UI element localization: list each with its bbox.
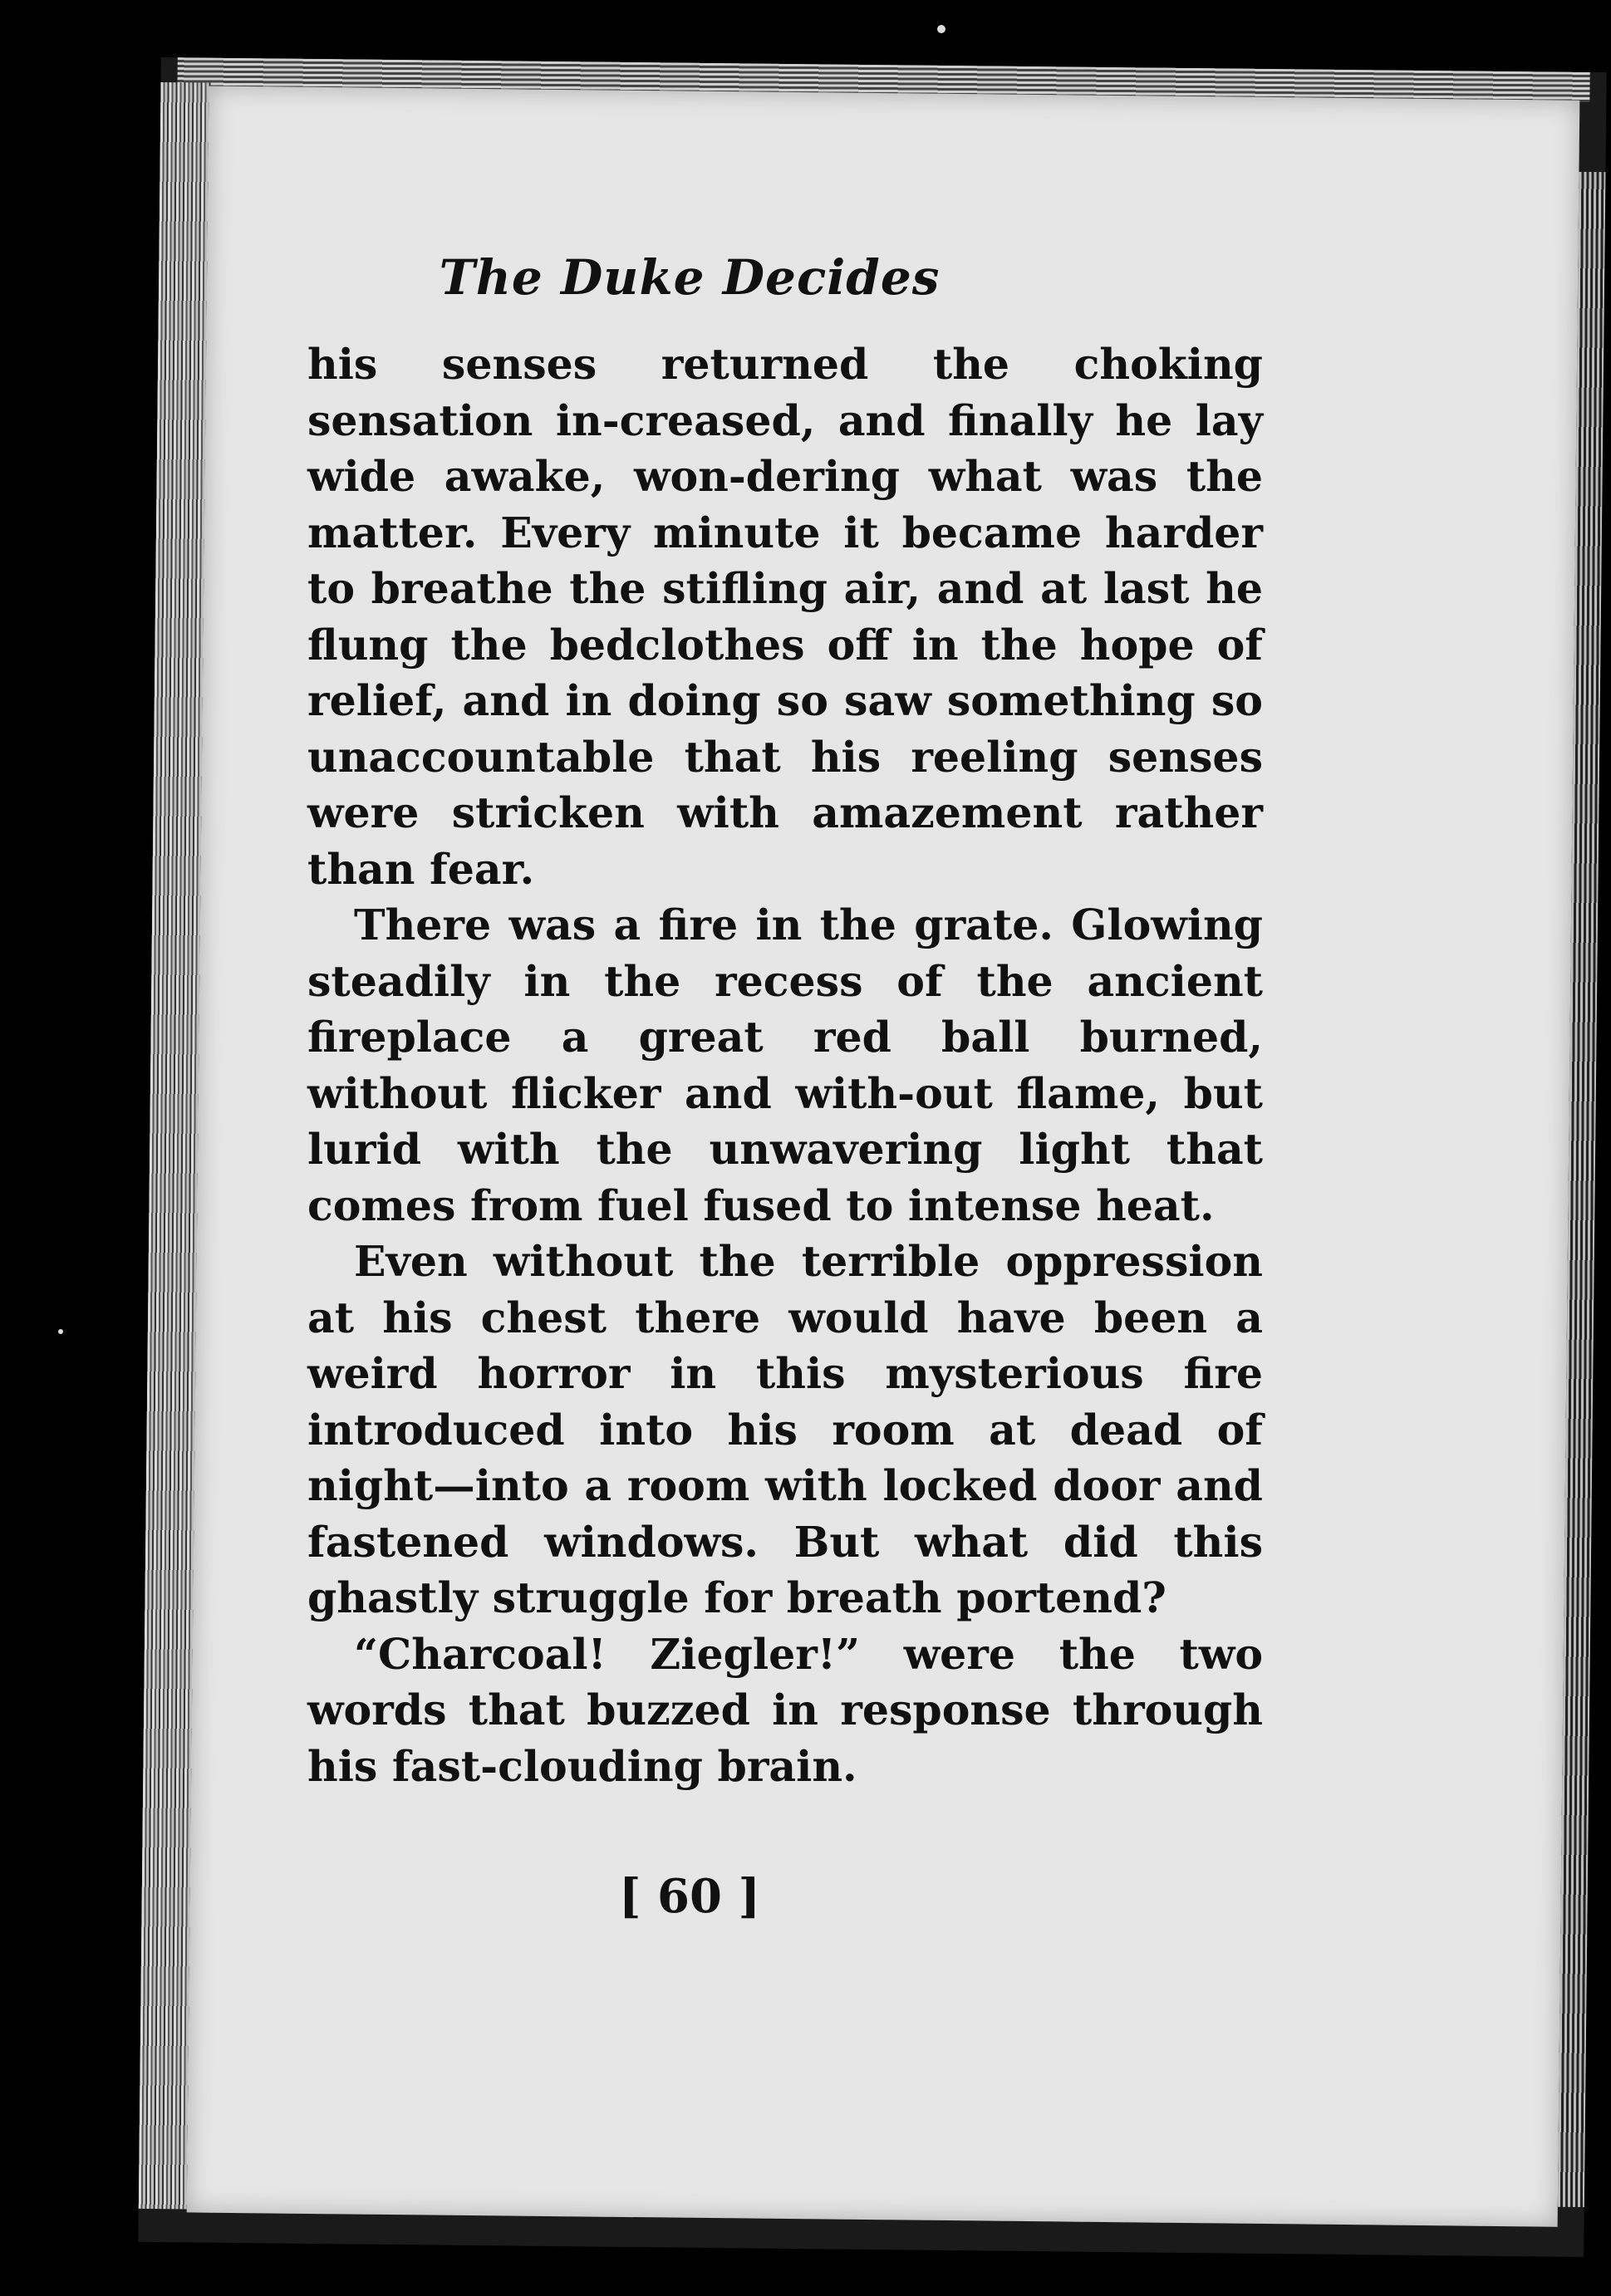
dust-speck bbox=[58, 1329, 63, 1334]
paragraph-2: There was a fire in the grate. Glowing steadily in the recess of the ancient fireplace a great red ball burned, without flicker and with-out flame, but lurid with the unwavering light that comes from fuel fused to intense heat. bbox=[307, 900, 1263, 1230]
running-header: The Duke Decides bbox=[439, 249, 941, 306]
page-number: [ 60 ] bbox=[619, 1869, 760, 1924]
paragraph-1: his senses returned the choking sensation in-creased, and finally he lay wide awake, won-dering what was the matter. Every minute it became harder to breathe the stifling air, and at last he flung the bedclothes off in the hope of relief, and in doing so saw something so unaccountable that his reeling senses were stricken with amazement rather than fear. bbox=[307, 340, 1263, 894]
dust-speck bbox=[937, 25, 945, 33]
paragraph-4: “Charcoal! Ziegler!” were the two words that buzzed in response through his fast-clouding brain. bbox=[307, 1629, 1263, 1791]
paragraph-3: Even without the terrible oppression at his chest there would have been a weird horror in this mysterious fire introduced into his room at dead of night—into a room with locked door and fastened windows. But what did this ghastly struggle for breath portend? bbox=[307, 1237, 1263, 1622]
body-text bbox=[307, 336, 1263, 1794]
